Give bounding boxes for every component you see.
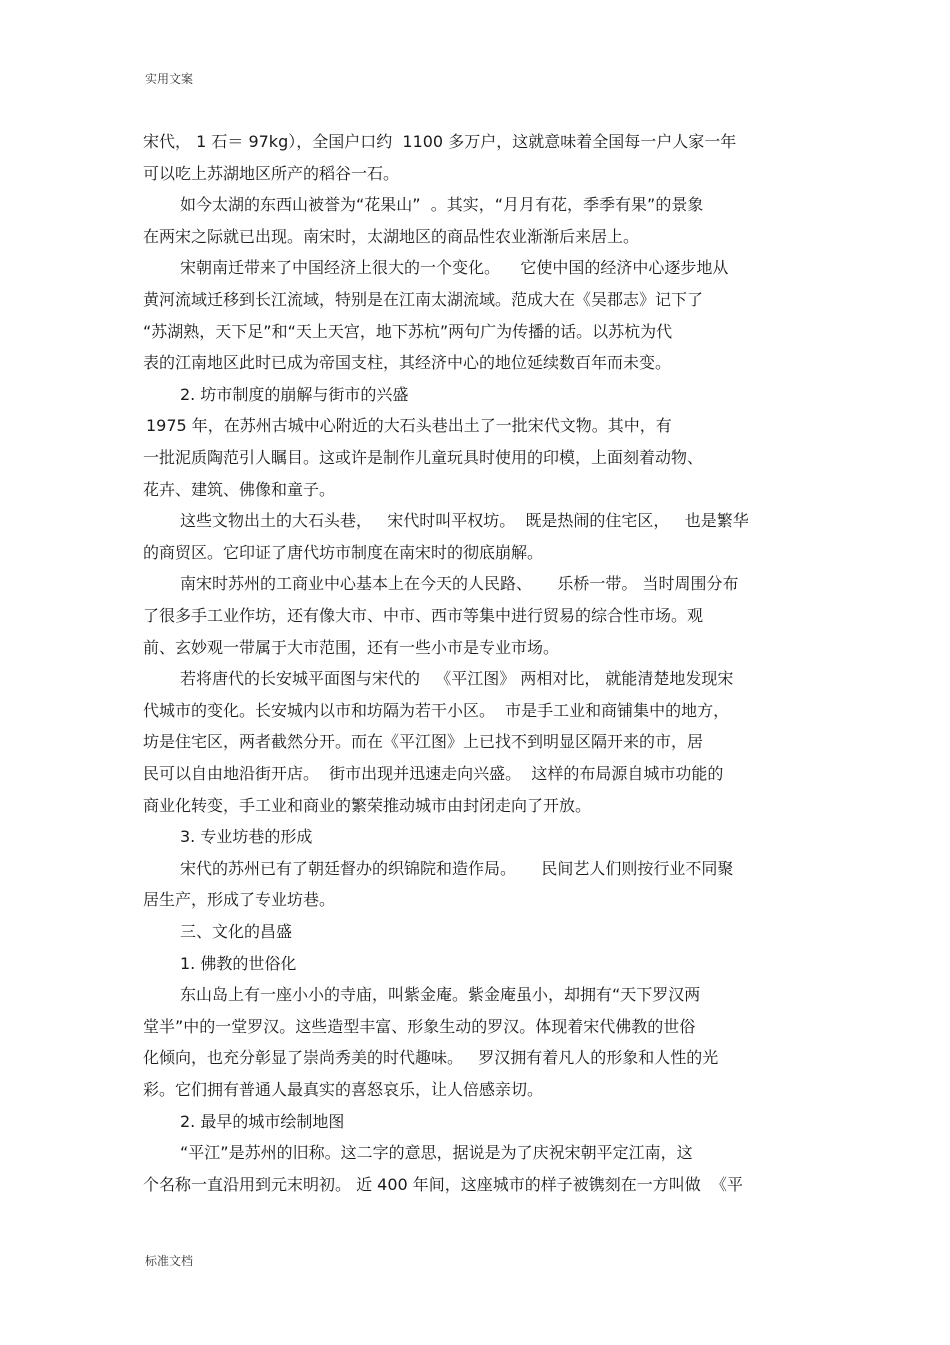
body-text-line: 前、玄妙观一带属于大市范围，还有一些小市是专业市场。 <box>143 637 560 657</box>
section-heading: 三、文化的昌盛 <box>180 922 293 941</box>
body-text-line: 堂半”中的一堂罗汉。这些造型丰富、形象生动的罗汉。体现着宋代佛教的世俗 <box>143 1016 696 1036</box>
body-text-line: 彩。它们拥有普通人最真实的喜怒哀乐，让人倍感亲切。 <box>143 1080 544 1099</box>
body-text-line: 这些文物出土的大石头巷， 宋代时叫平权坊。 既是热闹的住宅区， 也是繁华 <box>180 511 749 531</box>
body-text-line: 代城市的变化。长安城内以市和坊隔为若干小区。 市是手工业和商铺集中的地方， <box>143 700 730 720</box>
page-header: 实用文案 <box>145 72 194 86</box>
body-text-line: 商业化转变，手工业和商业的繁荣推动城市由封闭走向了开放。 <box>143 795 592 815</box>
body-text-line: 宋代的苏州已有了朝廷督办的织锦院和造作局。 民间艺人们则按行业不同聚 <box>180 858 734 878</box>
body-text-line: 黄河流域迁移到长江流域，特别是在江南太湖流域。范成大在《吴郡志》记下了 <box>143 290 704 309</box>
body-text-line: 个名称一直沿用到元末明初。 近 400 年间，这座城市的样子被镌刻在一方叫做 《平 <box>143 1174 743 1194</box>
body-text-line: 东山岛上有一座小小的寺庙，叫紫金庵。紫金庵虽小，却拥有“天下罗汉两 <box>180 985 701 1005</box>
body-text-line: 居生产，形成了专业坊巷。 <box>143 890 336 910</box>
body-text-line: 的商贸区。它印证了唐代坊市制度在南宋时的彻底崩解。 <box>143 542 544 562</box>
body-text-line: 民可以自由地沿街开店。 街市出现并迅速走向兴盛。 这样的布局源自城市功能的 <box>143 764 724 783</box>
section-heading: 3. 专业坊巷的形成 <box>180 827 313 847</box>
section-heading: 1. 佛教的世俗化 <box>180 953 297 973</box>
body-text-line: 宋代， 1 石＝ 97kg），全国户口约 1100 多万户，这就意味着全国每一户人家一年 <box>143 132 737 151</box>
body-text-line: 一批泥质陶范引人瞩目。这或许是制作儿童玩具时使用的印模，上面刻着动物、 <box>143 448 704 467</box>
body-text-line: 1975 年，在苏州古城中心附近的大石头巷出土了一批宋代文物。其中，有 <box>146 416 672 436</box>
body-text-line: 化倾向，也充分彰显了崇尚秀美的时代趣味。 罗汉拥有着凡人的形象和人性的光 <box>143 1048 719 1068</box>
page-footer: 标准文档 <box>145 1254 194 1268</box>
body-text-line: 若将唐代的长安城平面图与宋代的 《平江图》 两相对比， 就能清楚地发现宋 <box>180 669 734 689</box>
body-text-line: 如今太湖的东西山被誉为“花果山” 。其实，“月月有花，季季有果”的景象 <box>180 195 704 215</box>
body-text-line: 宋朝南迁带来了中国经济上很大的一个变化。 它使中国的经济中心逐步地从 <box>180 258 729 278</box>
body-text-line: 花卉、建筑、佛像和童子。 <box>143 479 336 499</box>
body-text-line: 了很多手工业作坊，还有像大市、中市、西市等集中进行贸易的综合性市场。观 <box>143 606 704 625</box>
body-text-line: 表的江南地区此时已成为帝国支柱，其经济中心的地位延续数百年而未变。 <box>143 353 672 373</box>
body-text-line: “平江”是苏州的旧称。这二字的意思，据说是为了庆祝宋朝平定江南，这 <box>180 1143 693 1163</box>
section-heading: 2. 坊市制度的崩解与街市的兴盛 <box>180 384 409 404</box>
body-text-line: 南宋时苏州的工商业中心基本上在今天的人民路、 乐桥一带。 当时周围分布 <box>180 574 739 594</box>
body-text-line: “苏湖熟，天下足”和“天上天宫，地下苏杭”两句广为传播的话。以苏杭为代 <box>143 321 673 341</box>
body-text-line: 坊是住宅区，两者截然分开。而在《平江图》上已找不到明显区隔开来的市，居 <box>143 732 704 752</box>
body-text-line: 在两宋之际就已出现。南宋时，太湖地区的商品性农业渐渐后来居上。 <box>143 226 640 246</box>
section-heading: 2. 最早的城市绘制地图 <box>180 1111 345 1131</box>
body-text-line: 可以吃上苏湖地区所产的稻谷一石。 <box>143 163 400 183</box>
